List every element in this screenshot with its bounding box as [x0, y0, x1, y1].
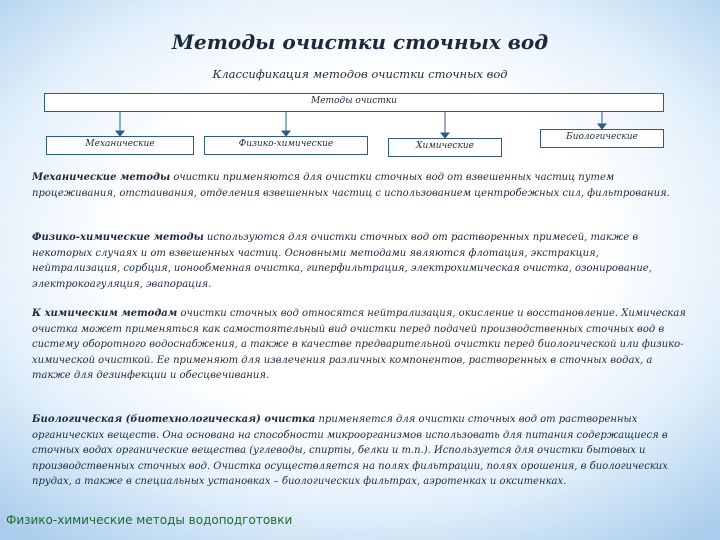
footer-caption: Физико-химические методы водоподготовки: [6, 513, 293, 527]
paragraph-text: используются для очистки сточных вод от растворенных примесей, также в некоторых случаях и от взвешенных частиц. Основными методами являются флотация, экстракция, нейтрализация, сорбция, ионообменная очистка, гиперфильтрация, электрохимическая очистка, озонирование, электрокоагуляция, эвапорация.: [32, 232, 652, 290]
paragraph-physicochemical: [32, 230, 688, 292]
diagram-box-mechanical: Механические: [46, 136, 194, 155]
paragraph-biological: [32, 412, 688, 490]
paragraph-mechanical: [32, 170, 688, 201]
paragraph-lead: Физико-химические методы: [32, 232, 204, 243]
diagram-box-biological: Биологические: [540, 129, 664, 148]
paragraph-lead: Механические методы: [32, 172, 171, 183]
page-title: Методы очистки сточных вод: [171, 30, 549, 54]
diagram-box-chemical: Химические: [388, 138, 502, 157]
diagram-subtitle: Классификация методов очистки сточных вод: [212, 67, 508, 81]
diagram-box-physicochemical: Физико-химические: [204, 136, 368, 155]
paragraph-lead: К химическим методам: [32, 308, 178, 319]
paragraph-lead: Биологическая (биотехнологическая) очистка: [32, 414, 316, 425]
paragraph-chemical: [32, 306, 688, 384]
paragraph-text: применяется для очистки сточных вод от растворенных органических веществ. Она основана на способности микроорганизмов использовать для питания содержащиеся в сточных водах органические вещества (углеводы, спирты, белки и т.п.). Используется для очистки бытовых и производственных сточных вод. Очистка осуществляется на полях фильтрации, полях орошения, в биологических прудах, а также в специальных установках – биологических фильтрах, аэротенках и окситенках.: [32, 414, 668, 487]
diagram-root-box: Методы очистки: [44, 93, 664, 112]
paragraph-text: очистки применяются для очистки сточных вод от взвешенных частиц путем процеживания, отстаивания, отделения взвешенных частиц с использованием центробежных сил, фильтрования.: [32, 172, 670, 199]
paragraph-text: очистки сточных вод относятся нейтрализация, окисление и восстановление. Химическая очистка может применяться как самостоятельный вид очистки перед подачей производственных сточных вод в систему оборотного водоснабжения, а также в качестве предварительной очистки перед биологической или физико-химической очисткой. Ее применяют для извлечения различных компонентов, растворенных в сточных водах, а также для дезинфекции и обесцвечивания.: [32, 308, 686, 381]
